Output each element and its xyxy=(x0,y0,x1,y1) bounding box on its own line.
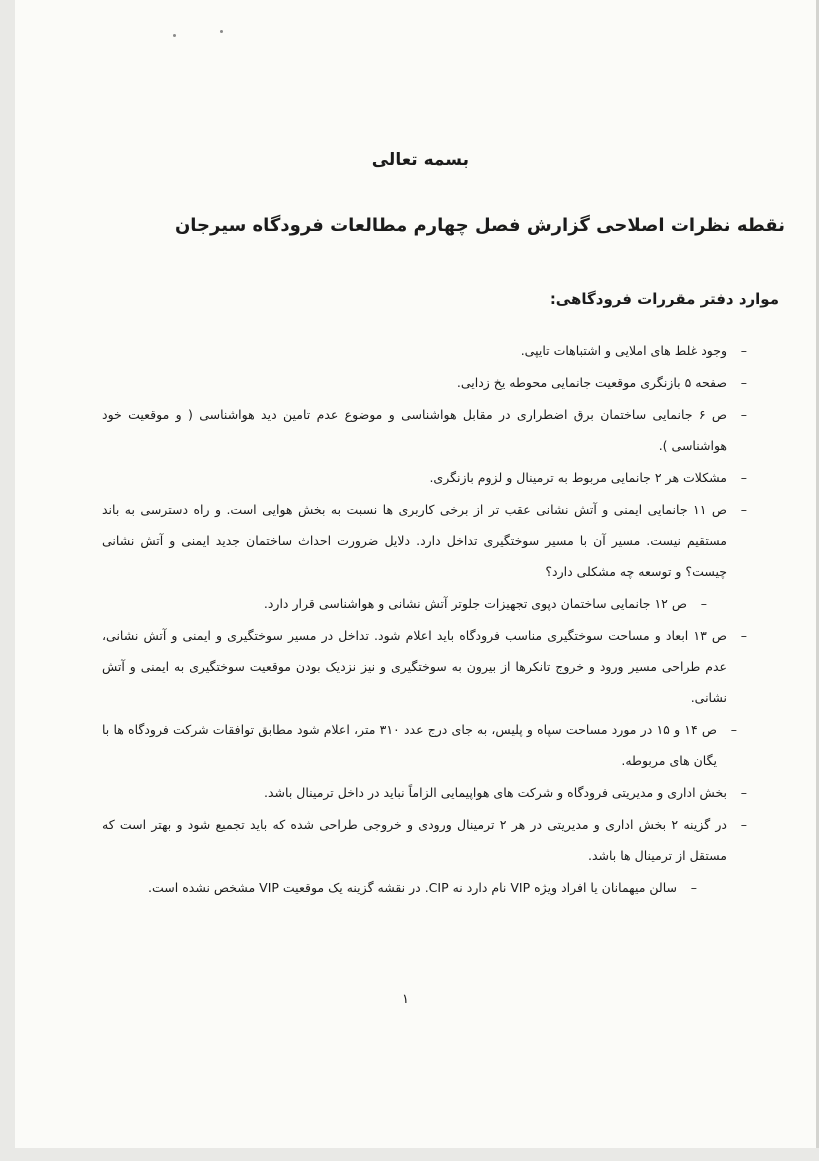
item-text: سالن میهمانان یا افراد ویژه VIP نام دارد نه CIP. در نقشه گزینه یک موقعیت VIP مشخص نشده است. xyxy=(148,880,677,895)
item-text: بخش اداری و مدیریتی فرودگاه و شرکت های هواپیمایی الزاماً نباید در داخل ترمینال باشد. xyxy=(264,785,727,800)
item-text: ص ۱۴ و ۱۵ در مورد مساحت سپاه و پلیس، به جای درج عدد ۳۱۰ متر، اعلام شود مطابق توافقات شرکت فرودگاه ها با یگان های مربوطه. xyxy=(102,722,718,768)
page-number: ۱ xyxy=(402,992,409,1007)
bullet-dash: – xyxy=(730,722,737,737)
bullet-dash: – xyxy=(700,596,707,611)
list-item xyxy=(102,872,697,903)
item-text: ص ۶ جانمایی ساختمان برق اضطراری در مقابل هواشناسی و موضوع عدم تامین دید هواشناسی ( و موقعیت خود هواشناسی ). xyxy=(102,407,727,453)
item-text: در گزینه ۲ بخش اداری و مدیریتی در هر ۲ ترمینال ورودی و خروجی طراحی شده که باید تجمیع شود و بهتر است که مستقل از ترمینال ها باشد. xyxy=(102,817,727,863)
list-item xyxy=(102,335,747,366)
comments-list xyxy=(102,335,747,904)
document-title: نقطه نظرات اصلاحی گزارش فصل چهارم مطالعات فرودگاه سیرجان xyxy=(174,215,785,236)
list-item xyxy=(102,714,737,776)
scan-speck xyxy=(173,34,176,37)
bullet-dash: – xyxy=(740,785,747,800)
bullet-dash: – xyxy=(740,628,747,643)
item-text: ص ۱۱ جانمایی ایمنی و آتش نشانی عقب تر از برخی کاربری ها نسبت به بخش هوایی است. و راه دسترسی به باند مستقیم نیست. مسیر آن با مسیر سوختگیری تداخل دارد. دلایل ضرورت احداث ساختمان جدید ایمنی و آتش نشانی چیست؟ و توسعه چه مشکلی دارد؟ xyxy=(102,502,727,579)
item-text: ص ۱۳ ابعاد و مساحت سوختگیری مناسب فرودگاه باید اعلام شود. تداخل در مسیر سوختگیری و ایمنی و آتش نشانی، عدم طراحی مسیر ورود و خروج تانکرها از بیرون به سوختگیری و نیز نزدیک بودن موقعیت سوختگیری به ایمنی و آتش نشانی. xyxy=(102,628,727,705)
list-item xyxy=(102,777,747,808)
bullet-dash: – xyxy=(740,375,747,390)
basmala-heading: بسمه تعالی xyxy=(371,150,469,170)
list-item xyxy=(102,399,747,461)
bullet-dash: – xyxy=(740,343,747,358)
item-text: ص ۱۲ جانمایی ساختمان دپوی تجهیزات جلوتر آتش نشانی و هواشناسی قرار دارد. xyxy=(263,596,687,611)
list-item xyxy=(102,588,707,619)
item-text: مشکلات هر ۲ جانمایی مربوط به ترمینال و لزوم بازنگری. xyxy=(429,470,727,485)
bullet-dash: – xyxy=(740,817,747,832)
item-text: صفحه ۵ بازنگری موقعیت جانمایی محوطه یخ زدایی. xyxy=(456,375,727,390)
item-text: وجود غلط های املایی و اشتباهات تایپی. xyxy=(520,343,727,358)
list-item xyxy=(102,809,747,871)
list-item xyxy=(102,367,747,398)
bullet-dash: – xyxy=(740,502,747,517)
document-page xyxy=(15,0,819,1148)
bullet-dash: – xyxy=(690,880,697,895)
bullet-dash: – xyxy=(740,407,747,422)
scan-speck xyxy=(220,30,223,33)
list-item xyxy=(102,620,747,713)
list-item xyxy=(102,494,747,587)
section-heading: موارد دفتر مقررات فرودگاهی: xyxy=(549,290,779,308)
bullet-dash: – xyxy=(740,470,747,485)
list-item xyxy=(102,462,747,493)
